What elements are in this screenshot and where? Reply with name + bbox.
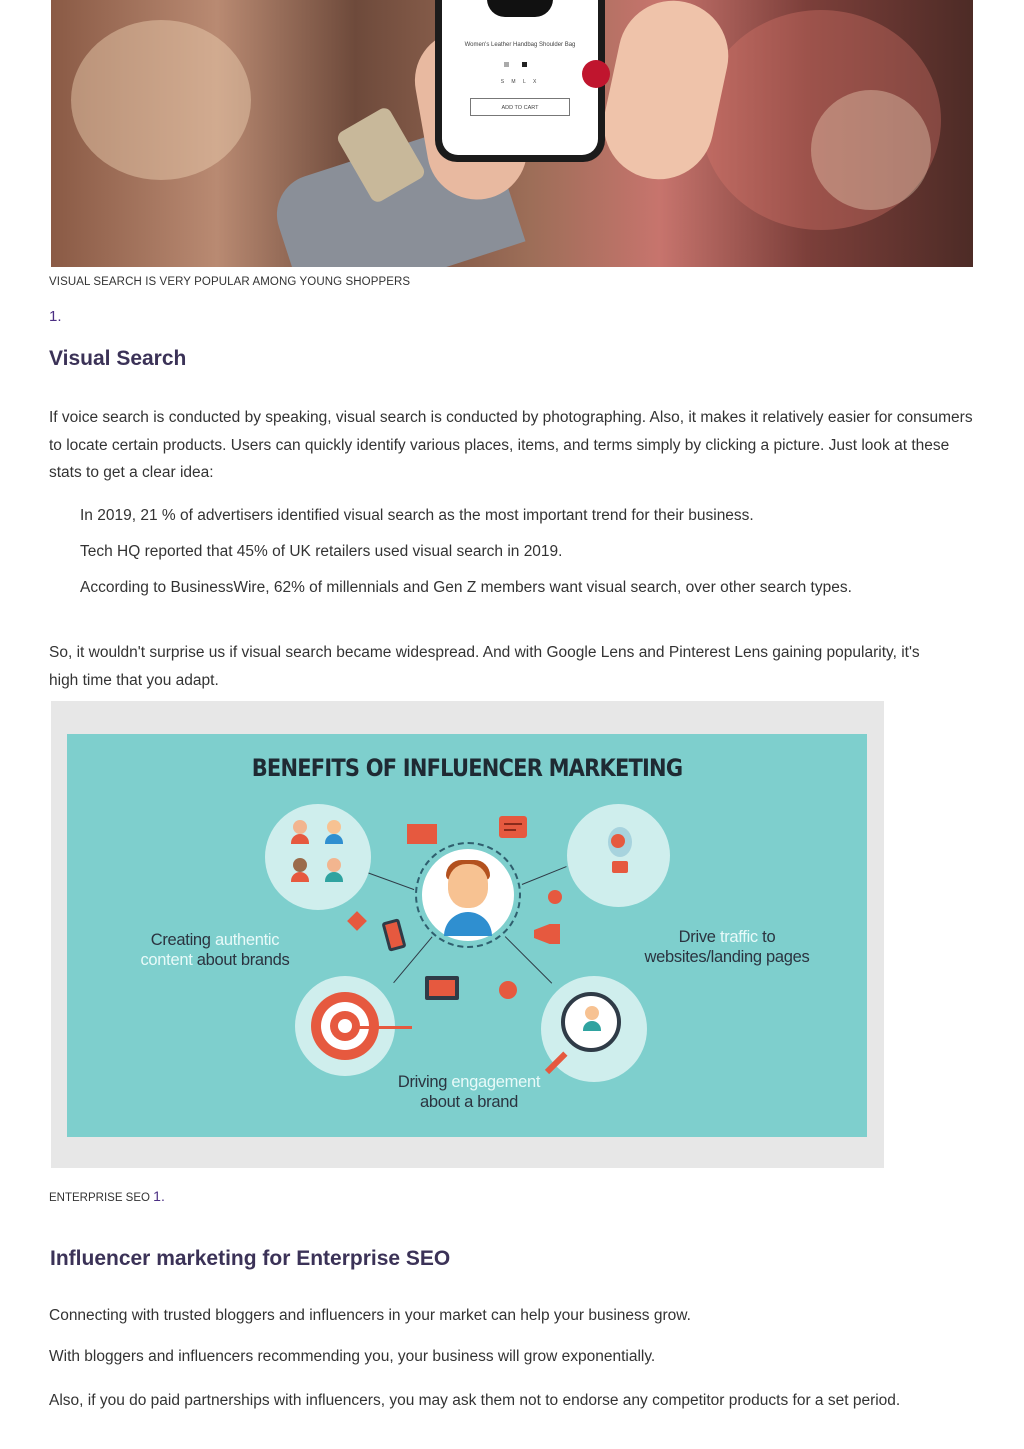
label-driving-engagement <box>379 1072 559 1112</box>
list-marker: 1. <box>49 308 62 325</box>
stat-item: Tech HQ reported that 45% of UK retailers used visual search in 2019. <box>80 543 563 560</box>
influencer-paragraph: Also, if you do paid partnerships with influencers, you may ask them not to endorse any competitor products for a set period. <box>49 1392 901 1409</box>
label-text: to <box>757 928 776 946</box>
infographic-title: BENEFITS OF INFLUENCER MARKETING <box>251 754 683 782</box>
audience-circle <box>265 804 371 910</box>
label-text: Drive <box>678 928 720 946</box>
size-options: S M L X <box>500 79 540 85</box>
phone-icon <box>381 918 406 952</box>
influencer-avatar-icon <box>448 864 488 908</box>
chat-line <box>504 829 516 831</box>
visual-search-closing: So, it wouldn't surprise us if visual search became widespread. And with Google Lens and Pinterest Lens gaining popularity, it's high time that you adapt. <box>49 644 920 689</box>
chat-icon <box>499 816 527 838</box>
connector-line <box>367 872 414 890</box>
label-text: Driving <box>397 1073 452 1091</box>
label-text: about brands <box>192 951 290 969</box>
dart-icon <box>352 1026 412 1029</box>
lightbulb-base <box>612 861 628 873</box>
influencer-paragraph: Connecting with trusted bloggers and influencers in your market can help your business grow. <box>49 1307 691 1324</box>
visual-search-intro: If voice search is conducted by speaking, visual search is conducted by photographing. Also, it makes it relatively easier for consumers to locate certain products. Users can quickly identify various places, items, and terms simply by clicking a picture. Just look at these stats to get a clear idea: <box>49 409 973 481</box>
infographic-panel <box>67 734 867 1137</box>
pin-icon <box>347 911 367 931</box>
connector-line <box>522 866 567 885</box>
person-icon <box>293 820 307 834</box>
image-caption <box>49 1188 165 1204</box>
envelope-icon <box>407 824 437 844</box>
person-icon <box>585 1006 599 1020</box>
fingertip <box>582 60 610 88</box>
phone-screen <box>442 0 598 155</box>
product-name: Women's Leather Handbag Shoulder Bag <box>464 42 576 48</box>
target-bullseye <box>338 1019 352 1033</box>
person-icon <box>327 820 341 834</box>
label-text: Creating <box>150 931 215 949</box>
stat-item: According to BusinessWire, 62% of millennials and Gen Z members want visual search, over other search types. <box>80 579 852 596</box>
monitor-screen <box>429 980 455 996</box>
label-text: about a brand <box>420 1093 518 1111</box>
influencer-infographic <box>51 701 884 1168</box>
label-highlight: engagement <box>451 1073 541 1091</box>
stat-item: In 2019, 21 % of advertisers identified visual search as the most important trend for their business. <box>80 507 754 524</box>
label-highlight: content <box>140 951 193 969</box>
person-icon <box>293 858 307 872</box>
caption-text: ENTERPRISE SEO <box>49 1192 154 1204</box>
list-marker: 1. <box>153 1188 165 1204</box>
megaphone-icon <box>534 924 560 944</box>
color-swatch <box>522 62 527 67</box>
add-to-cart-button: ADD TO CART <box>470 98 570 116</box>
chat-line <box>504 823 522 825</box>
handbag-image <box>487 0 553 17</box>
gear-icon <box>611 834 625 848</box>
section-heading-visual-search: Visual Search <box>49 347 187 370</box>
label-authentic-content <box>115 930 315 970</box>
label-text: websites/landing pages <box>644 948 810 966</box>
person-icon <box>327 858 341 872</box>
label-drive-traffic <box>627 927 827 967</box>
label-highlight: traffic <box>719 928 758 946</box>
connector-line <box>505 936 553 984</box>
gear-icon <box>548 890 562 904</box>
color-swatch <box>504 62 509 67</box>
label-highlight: authentic <box>214 931 280 949</box>
section-heading-influencer-marketing: Influencer marketing for Enterprise SEO <box>50 1247 451 1270</box>
store-background-blur <box>71 20 251 180</box>
gear-icon <box>499 981 517 999</box>
hero-photo <box>51 0 973 267</box>
smartphone <box>435 0 605 162</box>
store-background-blur <box>811 90 931 210</box>
influencer-paragraph: With bloggers and influencers recommending you, your business will grow exponentially. <box>49 1348 656 1365</box>
image-caption: VISUAL SEARCH IS VERY POPULAR AMONG YOUNG SHOPPERS <box>49 276 411 288</box>
